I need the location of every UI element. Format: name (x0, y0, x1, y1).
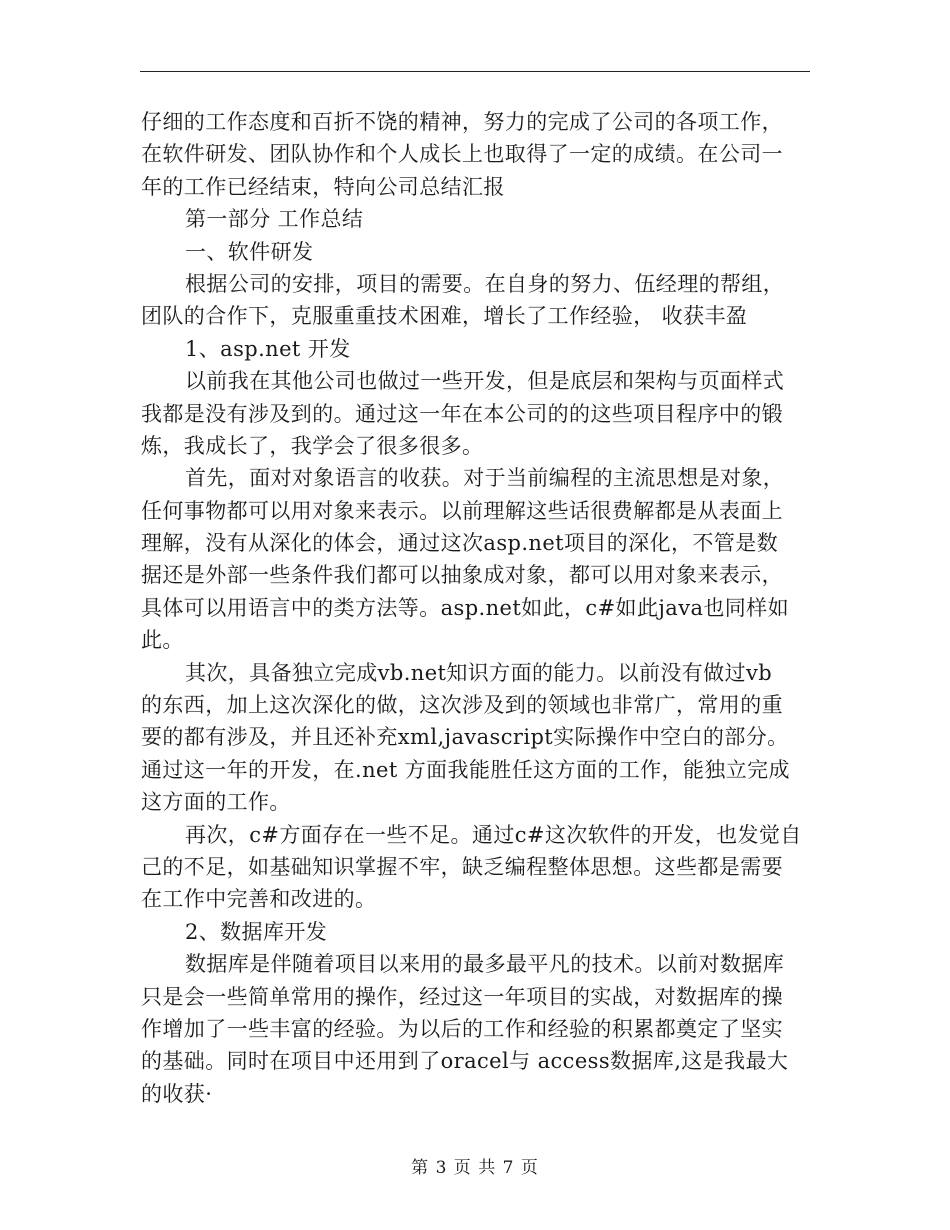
text-line: 一、软件研发 (185, 239, 314, 264)
text-line: 任何事物都可以用对象来表示。以前理解这些话很费解都是从表面上 (141, 498, 783, 523)
text-line: 此。 (141, 628, 184, 653)
text-line: 具体可以用语言中的类方法等。asp.net如此，c#如此java也同样如 (141, 595, 789, 620)
text-line: 数据库是伴随着项目以来用的最多最平凡的技术。以前对数据库 (185, 952, 785, 977)
text-line: 理解，没有从深化的体会，通过这次asp.net项目的深化，不管是数 (141, 531, 779, 556)
text-line: 根据公司的安排，项目的需要。在自身的努力、伍经理的帮组， (185, 271, 785, 296)
text-line: 以前我在其他公司也做过一些开发，但是底层和架构与页面样式 (185, 369, 785, 394)
text-line: 1、asp.net 开发 (185, 336, 351, 361)
text-line: 的基础。同时在项目中还用到了oracel与 access数据库,这是我最大 (141, 1049, 789, 1074)
text-line: 仔细的工作态度和百折不饶的精神，努力的完成了公司的各项工作， (141, 110, 783, 134)
text-line: 只是会一些简单常用的操作，经过这一年项目的实战，对数据库的操 (141, 984, 783, 1009)
text-line: 这方面的工作。 (141, 790, 291, 815)
text-line: 炼，我成长了，我学会了很多很多。 (141, 433, 484, 458)
text-line: 据还是外部一些条件我们都可以抽象成对象，都可以用对象来表示， (141, 563, 783, 588)
header-rule (140, 71, 810, 72)
page-footer: 第 3 页 共 7 页 (411, 1158, 539, 1178)
text-line: 我都是没有涉及到的。通过这一年在本公司的的这些项目程序中的锻 (141, 401, 783, 426)
text-line: 要的都有涉及，并且还补充xml,javascript实际操作中空白的部分。 (141, 725, 789, 750)
text-line: 通过这一年的开发，在.net 方面我能胜任这方面的工作，能独立完成 (141, 757, 790, 782)
text-line: 年的工作已经结束，特向公司总结汇报 (141, 174, 505, 199)
text-line: 的东西，加上这次深化的做，这次涉及到的领域也非常广，常用的重 (141, 693, 783, 718)
text-line: 2、数据库开发 (185, 919, 328, 944)
text-line: 首先，面对对象语言的收获。对于当前编程的主流思想是对象， (185, 466, 785, 491)
text-line: 己的不足，如基础知识掌握不牢，缺乏编程整体思想。这些都是需要 (141, 854, 783, 879)
text-line: 再次，c#方面存在一些不足。通过c#这次软件的开发，也发觉自 (185, 822, 802, 847)
text-line: 作增加了一些丰富的经验。为以后的工作和经验的积累都奠定了坚实 (141, 1016, 783, 1041)
text-line: 其次，具备独立完成vb.net知识方面的能力。以前没有做过vb (185, 660, 773, 685)
text-line: 的收获· (141, 1081, 213, 1106)
document-body (141, 106, 811, 1110)
text-line: 第一部分 工作总结 (185, 207, 364, 232)
text-line: 在工作中完善和改进的。 (141, 887, 377, 912)
text-line: 在软件研发、团队协作和个人成长上也取得了一定的成绩。在公司一 (141, 142, 783, 167)
text-line: 团队的合作下，克服重重技术困难，增长了工作经验， 收获丰盈 (141, 304, 748, 329)
